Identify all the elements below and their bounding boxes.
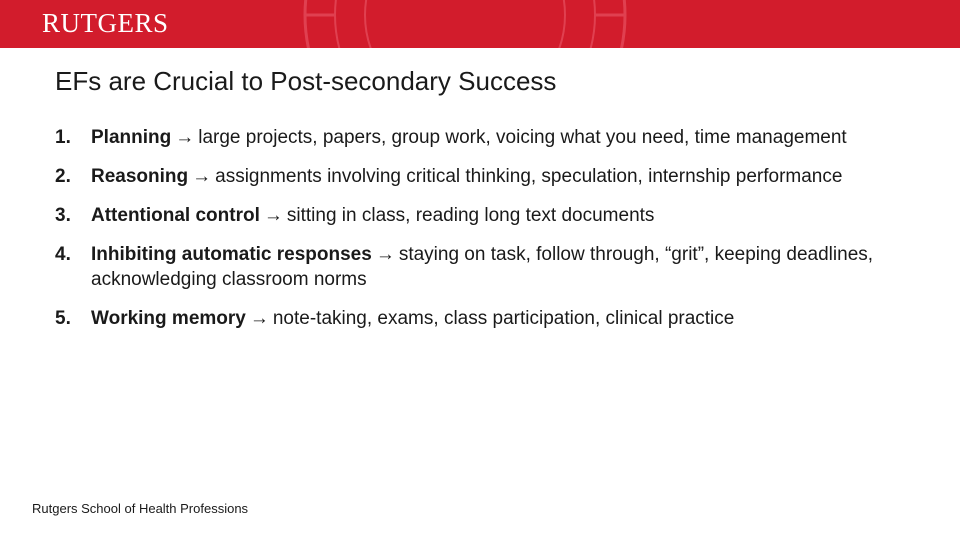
list-item: [55, 306, 915, 331]
item-description: sitting in class, reading long text documents: [286, 205, 655, 226]
item-body: [91, 306, 915, 331]
rutgers-logo: RUTGERS: [42, 8, 169, 38]
item-body: [91, 125, 915, 150]
seal-watermark-icon: [300, 0, 630, 48]
item-term: Attentional control: [91, 205, 260, 226]
item-body: [91, 242, 915, 292]
item-description: note-taking, exams, class participation, clinical practice: [272, 308, 735, 329]
arrow-right-icon: →: [192, 166, 212, 187]
arrow-right-icon: →: [375, 244, 395, 265]
arrow-right-icon: →: [263, 205, 283, 226]
item-number: 1.: [55, 127, 71, 148]
header-bar: [0, 0, 960, 48]
item-term: Inhibiting automatic responses: [91, 244, 372, 265]
item-term: Reasoning: [91, 166, 189, 187]
item-description: assignments involving critical thinking, speculation, internship performance: [215, 166, 843, 187]
item-body: [91, 164, 915, 189]
slide-title: EFs are Crucial to Post-secondary Success: [55, 66, 557, 96]
item-number: 3.: [55, 205, 71, 226]
item-term: Planning: [91, 127, 172, 148]
item-number: 4.: [55, 244, 71, 265]
item-description: staying on task, follow through, “grit”, keeping deadlines, acknowledging classroom norms: [91, 244, 874, 290]
list-item: [55, 125, 915, 150]
arrow-right-icon: →: [175, 127, 195, 148]
item-number: 2.: [55, 166, 71, 187]
list-item: [55, 203, 915, 228]
arrow-right-icon: →: [249, 308, 269, 329]
item-number: 5.: [55, 308, 71, 329]
footer-text: Rutgers School of Health Professions: [32, 501, 249, 516]
list-item: [55, 242, 915, 292]
item-description: large projects, papers, group work, voicing what you need, time management: [198, 127, 847, 148]
list-item: [55, 164, 915, 189]
item-term: Working memory: [91, 308, 246, 329]
item-body: [91, 203, 915, 228]
ef-list: [55, 125, 915, 345]
